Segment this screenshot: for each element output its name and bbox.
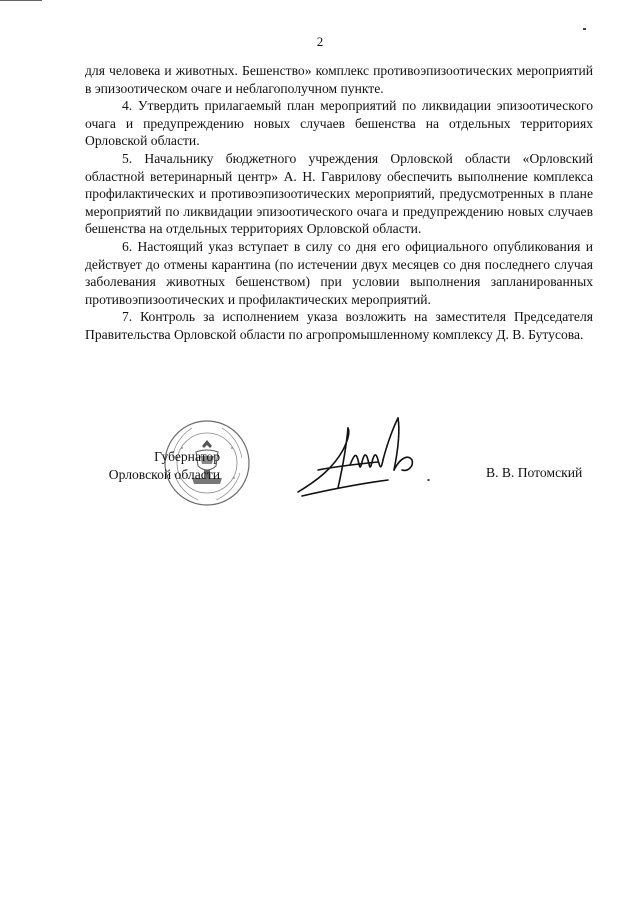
handwritten-signature — [288, 410, 438, 502]
signatory-title-line2: Орловской области — [108, 466, 220, 482]
scan-speck — [583, 28, 586, 30]
paragraph-4: 4. Утвердить прилагаемый план мероприятий по ликвидации эпизоотического очага и предупреждению новых случаев бешенства на отдельных территориях Орловской области. — [85, 98, 593, 149]
signatory-title-line1: Губернатор — [154, 449, 220, 464]
paragraph-5: 5. Начальнику бюджетного учреждения Орловской области «Орловский областной ветеринарный центр» А. Н. Гаврилову обеспечить выполнение комплекса профилактических и противоэпизоотических мероприятий, предусмотренных в плане мероприятий по ликвидации эпизоотического очага и предупреждению новых случаев бешенства на отдельных территориях Орловской области. — [85, 150, 593, 237]
paragraph-7: 7. Контроль за исполнением указа возложить на заместителя Председателя Правительства Орловской области по агропромышленному комплексу Д. В. Бутусова. — [85, 309, 593, 342]
page-number: 2 — [316, 34, 324, 49]
signatory-title — [90, 448, 220, 483]
document-body — [85, 62, 593, 344]
paragraph-continuation: для человека и животных. Бешенство» комплекс противоэпизоотических мероприятий в эпизоотическом очаге и неблагополучном пункте. — [85, 63, 593, 96]
signatory-name: В. В. Потомский — [486, 465, 583, 480]
paragraph-6: 6. Настоящий указ вступает в силу со дня его официального опубликования и действует до отмены карантина (по истечении двух месяцев со дня последнего случая заболевания животных бешенством) при условии выполнения запланированных противоэпизоотических и профилактических мероприятий. — [85, 238, 593, 307]
signature-block — [0, 410, 640, 520]
scan-edge-mark — [0, 0, 42, 3]
